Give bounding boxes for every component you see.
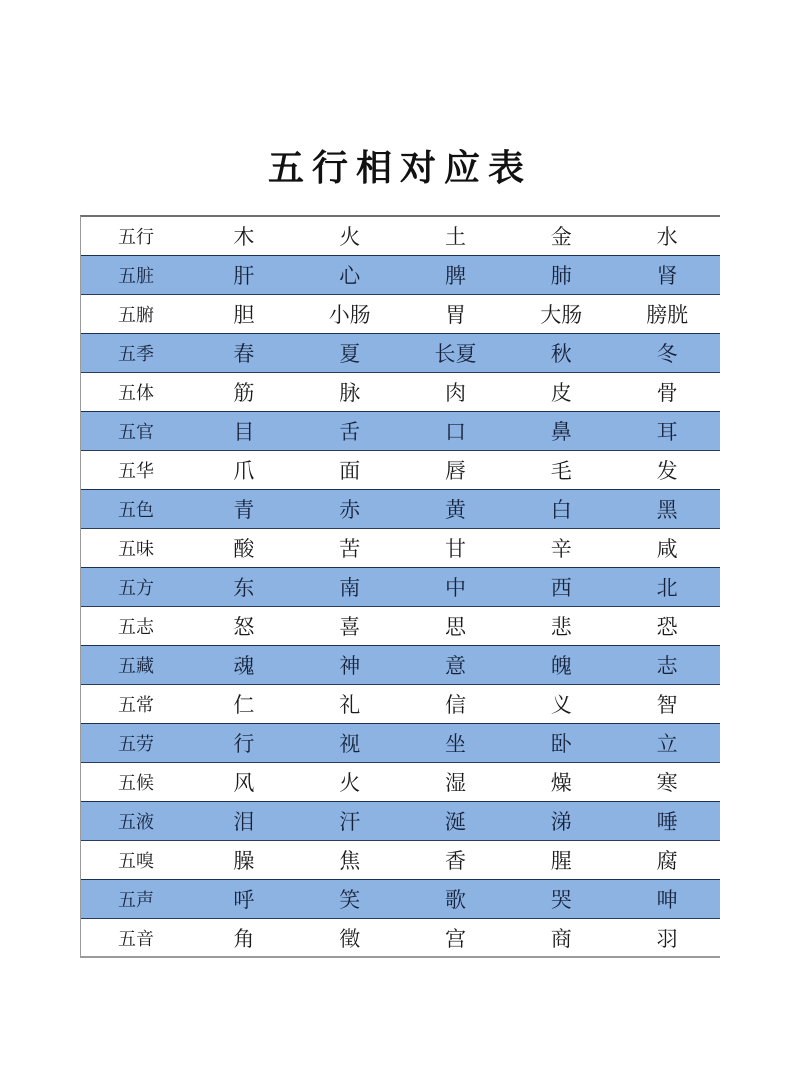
row-label: 五官 <box>118 422 154 443</box>
table-cell: 燥 <box>550 771 572 795</box>
table-cell: 大肠 <box>540 303 583 327</box>
row-label: 五液 <box>118 812 154 833</box>
table-cell: 义 <box>550 693 572 717</box>
table-row <box>81 723 720 763</box>
table-row <box>81 567 720 607</box>
table-cell: 礼 <box>339 693 361 717</box>
table-cell: 爪 <box>233 459 255 483</box>
table-cell: 焦 <box>339 849 361 873</box>
table-cell: 北 <box>656 576 678 600</box>
table-row <box>81 841 720 880</box>
table-cell: 筋 <box>233 381 255 405</box>
row-label: 五嗅 <box>118 851 154 872</box>
table-cell: 小肠 <box>328 303 371 327</box>
table-row <box>81 489 720 529</box>
table-cell: 魂 <box>233 654 255 678</box>
row-label: 五脏 <box>118 266 154 287</box>
table-cell: 思 <box>444 615 466 639</box>
table-cell: 呼 <box>233 888 255 912</box>
row-label: 五腑 <box>118 305 154 326</box>
table-cell: 发 <box>656 459 678 483</box>
row-label: 五音 <box>118 928 154 950</box>
row-label: 五候 <box>118 773 154 794</box>
table-row <box>81 451 720 490</box>
table-cell: 胃 <box>444 303 466 327</box>
table-cell: 肝 <box>233 264 255 288</box>
row-label: 五体 <box>118 383 154 404</box>
page-title: 五行相对应表 <box>267 147 532 189</box>
table-cell: 土 <box>444 225 466 249</box>
table-cell: 心 <box>339 264 361 288</box>
table-cell: 目 <box>233 420 255 444</box>
table-cell: 哭 <box>550 888 572 912</box>
table-cell: 笑 <box>339 888 361 912</box>
table-cell: 腐 <box>656 849 678 873</box>
table-row <box>81 529 720 568</box>
table-cell: 魄 <box>550 654 572 678</box>
table-row <box>81 255 720 295</box>
table-cell: 东 <box>233 576 255 600</box>
table-cell: 甘 <box>444 537 466 561</box>
row-label: 五方 <box>118 578 154 599</box>
table-cell: 毛 <box>550 459 572 483</box>
table-row <box>81 685 720 724</box>
table-cell: 南 <box>339 576 361 600</box>
row-label: 五行 <box>118 227 154 248</box>
table-cell: 泪 <box>233 810 255 834</box>
table-cell: 卧 <box>550 732 572 756</box>
table-cell: 智 <box>656 693 678 717</box>
table-cell: 歌 <box>444 888 466 912</box>
table-cell: 面 <box>339 459 361 483</box>
table-row <box>81 919 720 958</box>
table-cell: 唾 <box>656 810 678 834</box>
table-cell: 恐 <box>656 615 678 639</box>
table-cell: 志 <box>656 654 678 678</box>
table-cell: 膀胱 <box>646 303 689 327</box>
row-label: 五志 <box>118 617 154 638</box>
table-row <box>81 217 720 256</box>
table-row <box>81 373 720 412</box>
table-cell: 苦 <box>339 537 361 561</box>
table-row <box>81 645 720 685</box>
table-cell: 涎 <box>444 810 466 834</box>
table-cell: 骨 <box>656 381 678 405</box>
table-cell: 火 <box>339 771 361 795</box>
row-label: 五华 <box>118 461 154 482</box>
table-cell: 信 <box>444 693 466 717</box>
table-cell: 坐 <box>444 732 466 756</box>
row-label: 五色 <box>118 500 154 521</box>
table-row <box>81 607 720 646</box>
table-cell: 冬 <box>656 342 678 366</box>
table-cell: 神 <box>339 654 361 678</box>
table-cell: 臊 <box>233 849 255 873</box>
table-cell: 行 <box>233 732 255 756</box>
table-cell: 火 <box>339 225 361 249</box>
table-cell: 风 <box>233 771 255 795</box>
table-cell: 黑 <box>656 498 678 522</box>
row-label: 五声 <box>118 890 154 911</box>
table-cell: 怒 <box>233 615 255 639</box>
table-row <box>81 411 720 451</box>
table-cell: 胆 <box>233 303 255 327</box>
table-cell: 夏 <box>339 342 361 366</box>
table-cell: 鼻 <box>550 420 572 444</box>
table-cell: 口 <box>444 420 466 444</box>
table-cell: 长夏 <box>434 342 477 366</box>
table-row <box>81 763 720 802</box>
table-cell: 湿 <box>444 771 466 795</box>
table-cell: 意 <box>444 654 466 678</box>
table-cell: 金 <box>550 225 572 249</box>
table-cell: 木 <box>233 225 255 249</box>
table-cell: 唇 <box>444 459 466 483</box>
table-cell: 肾 <box>656 264 678 288</box>
row-label: 五常 <box>118 695 154 716</box>
table-cell: 肉 <box>444 381 466 405</box>
row-label: 五季 <box>118 344 154 365</box>
table-cell: 立 <box>656 732 678 756</box>
row-label: 五藏 <box>118 656 154 677</box>
table-cell: 呻 <box>656 888 678 912</box>
table-cell: 黄 <box>444 498 466 522</box>
row-label: 五味 <box>118 539 154 560</box>
table-cell: 舌 <box>339 420 361 444</box>
table-cell: 汗 <box>339 810 361 834</box>
table-cell: 辛 <box>550 537 572 561</box>
table-row <box>81 333 720 373</box>
table-cell: 水 <box>656 225 678 249</box>
table-cell: 耳 <box>656 420 678 444</box>
table-cell: 脉 <box>339 381 361 405</box>
table-cell: 视 <box>339 732 361 756</box>
table-cell: 悲 <box>550 615 572 639</box>
table-cell: 寒 <box>656 771 678 795</box>
table-cell: 宫 <box>444 926 466 951</box>
table-cell: 涕 <box>550 810 572 834</box>
table-cell: 香 <box>444 849 466 873</box>
table-cell: 徵 <box>339 926 361 951</box>
table-cell: 白 <box>550 498 572 522</box>
table-cell: 咸 <box>656 537 678 561</box>
row-label: 五劳 <box>118 734 154 755</box>
table-cell: 西 <box>550 576 572 600</box>
table-cell: 秋 <box>550 342 572 366</box>
table-row <box>81 801 720 841</box>
table-cell: 角 <box>233 926 255 951</box>
table-cell: 肺 <box>550 264 572 288</box>
table-cell: 酸 <box>233 537 255 561</box>
table-cell: 脾 <box>444 264 466 288</box>
table-cell: 赤 <box>339 498 361 522</box>
table-cell: 羽 <box>656 926 678 951</box>
table-cell: 春 <box>233 342 255 366</box>
table-row <box>81 295 720 334</box>
table-cell: 中 <box>444 576 466 600</box>
table-cell: 仁 <box>233 693 255 717</box>
table-cell: 腥 <box>550 849 572 873</box>
table-cell: 皮 <box>550 381 572 405</box>
table-cell: 青 <box>233 498 255 522</box>
table-cell: 商 <box>550 926 572 951</box>
five-elements-table <box>80 215 720 958</box>
table-row <box>81 879 720 919</box>
table-cell: 喜 <box>339 615 361 639</box>
